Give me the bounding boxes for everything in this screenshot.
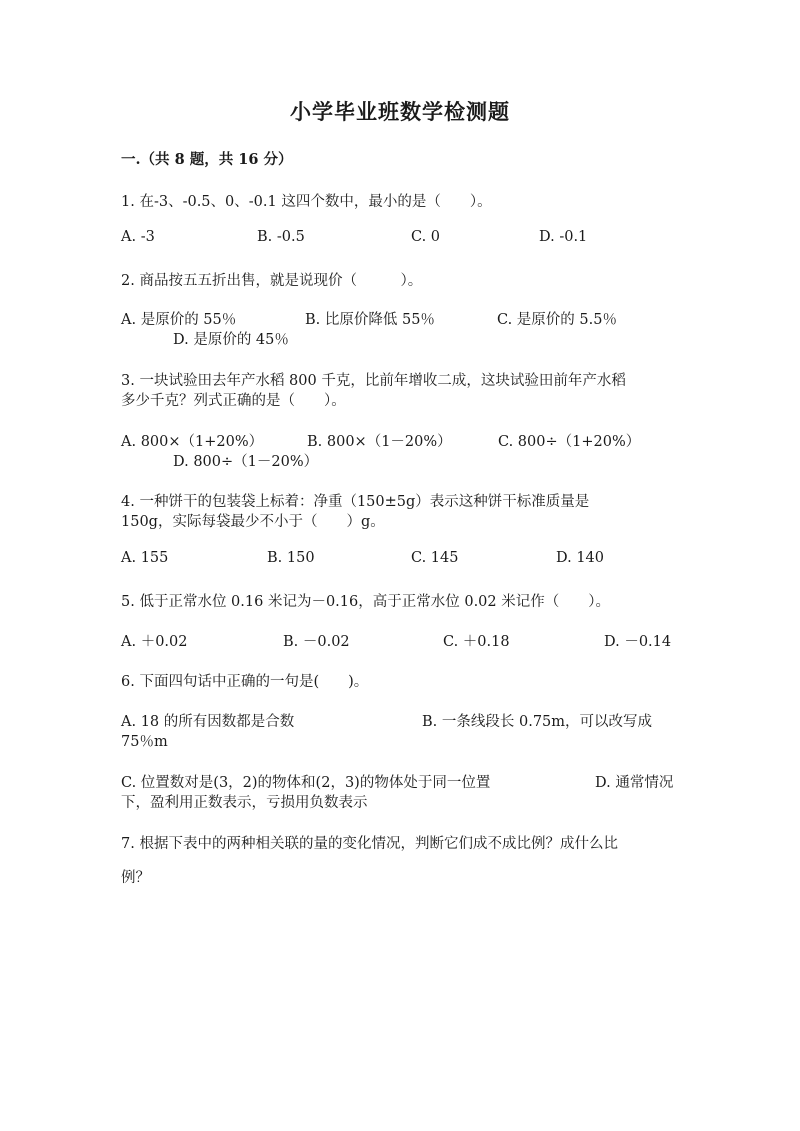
question-6-option-b-cont: 75％m bbox=[121, 734, 168, 750]
question-3-option-b: B. 800×（1－20%） bbox=[307, 434, 452, 450]
question-5-option-c: C. ＋0.18 bbox=[443, 634, 510, 650]
question-4-text-line-1: 4. 一种饼干的包装袋上标着：净重（150±5g）表示这种饼干标准质量是 bbox=[121, 494, 590, 510]
question-4-option-a: A. 155 bbox=[121, 550, 169, 566]
question-4-text-line-2: 150g，实际每袋最少不小于（ ）g。 bbox=[121, 514, 385, 530]
question-2-option-d: D. 是原价的 45％ bbox=[173, 332, 289, 348]
question-1-option-c: C. 0 bbox=[411, 229, 441, 245]
question-3-text-line-1: 3. 一块试验田去年产水稻 800 千克，比前年增收二成，这块试验田前年产水稻 bbox=[121, 373, 626, 389]
question-1-option-d: D. -0.1 bbox=[539, 229, 588, 245]
question-1-text: 1. 在-3、-0.5、0、-0.1 这四个数中，最小的是（ ）。 bbox=[121, 194, 492, 210]
question-6-option-b: B. 一条线段长 0.75m，可以改写成 bbox=[422, 714, 653, 730]
question-3-text-line-2: 多少千克？列式正确的是（ ）。 bbox=[121, 393, 346, 409]
question-3-option-c: C. 800÷（1+20%） bbox=[498, 434, 641, 450]
question-3-option-d: D. 800÷（1－20%） bbox=[173, 454, 319, 470]
question-2-option-c: C. 是原价的 5.5％ bbox=[497, 312, 617, 328]
page-title: 小学毕业班数学检测题 bbox=[290, 99, 510, 124]
question-3-option-a: A. 800×（1+20%） bbox=[121, 434, 264, 450]
question-6-text: 6. 下面四句话中正确的一句是( )。 bbox=[121, 674, 369, 690]
question-5-option-a: A. ＋0.02 bbox=[121, 634, 188, 650]
question-7-text-line-1: 7. 根据下表中的两种相关联的量的变化情况，判断它们成不成比例？成什么比 bbox=[121, 836, 618, 852]
question-4-option-d: D. 140 bbox=[556, 550, 605, 566]
question-2-option-b: B. 比原价降低 55％ bbox=[305, 312, 435, 328]
question-5-text: 5. 低于正常水位 0.16 米记为－0.16，高于正常水位 0.02 米记作（ ）。 bbox=[121, 594, 610, 610]
question-2-text: 2. 商品按五五折出售，就是说现价（ ）。 bbox=[121, 273, 423, 289]
question-4-option-b: B. 150 bbox=[267, 550, 315, 566]
question-6-option-d: D. 通常情况 bbox=[595, 775, 674, 791]
question-6-option-c: C. 位置数对是(3，2)的物体和(2，3)的物体处于同一位置 bbox=[121, 775, 491, 791]
question-1-option-b: B. -0.5 bbox=[257, 229, 305, 245]
question-1-option-a: A. -3 bbox=[121, 229, 155, 245]
section-heading: 一.（共 8 题，共 16 分） bbox=[121, 151, 293, 168]
question-6-option-d-cont: 下，盈利用正数表示，亏损用负数表示 bbox=[121, 795, 368, 811]
question-2-option-a: A. 是原价的 55％ bbox=[121, 312, 237, 328]
question-5-option-d: D. －0.14 bbox=[604, 634, 672, 650]
question-7-text-line-2: 例？ bbox=[121, 870, 150, 886]
question-6-option-a: A. 18 的所有因数都是合数 bbox=[121, 714, 295, 730]
question-4-option-c: C. 145 bbox=[411, 550, 459, 566]
question-5-option-b: B. －0.02 bbox=[283, 634, 350, 650]
